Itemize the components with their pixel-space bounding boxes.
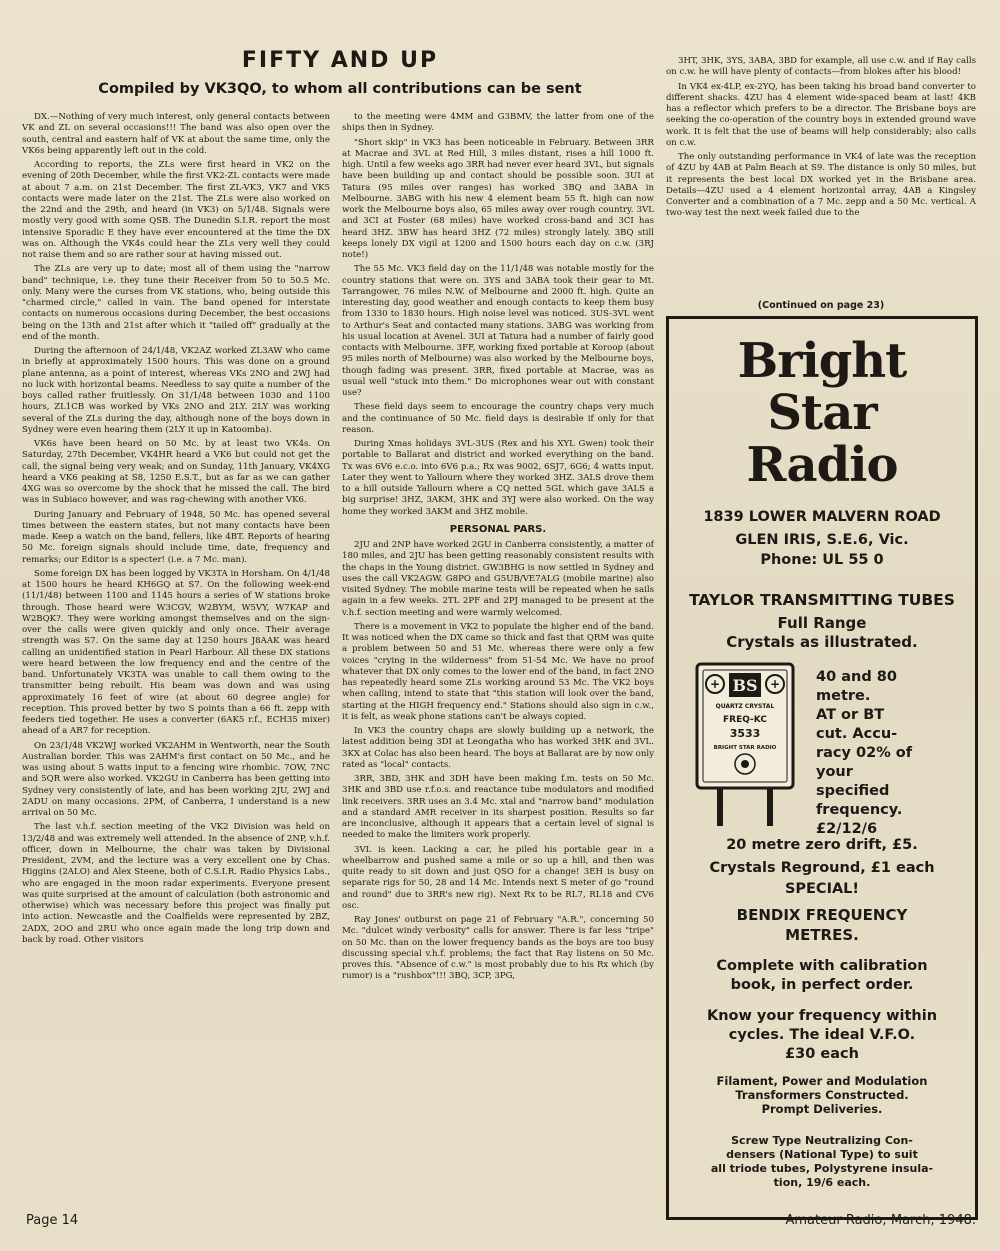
ad-complete-line2: book, in perfect order. bbox=[730, 977, 914, 993]
ad-spec-line: frequency. bbox=[816, 802, 903, 818]
article-paragraph: Some foreign DX has been logged by VK3TA in Horsham. On 4/1/48 at 1500 hours he heard KH6GQ at S7. On the following week-end (11/1/48) between 1100 and 1145 hours a series of W stations broke through. Those heard were W3CGV, W2BYM, W5VY, W7KAP and W2BQK?. They were working amongst themselves and on the sign-over the calls were given quickly and only once. Their average strength was S7. On the same day at 1250 hours J8AAK was heard calling an unidentified station in Pearl Harbour. All these DX stations were heard between the low frequency end and the centre of the band. Unfortunately VK3TA was unable to call them owing to the transmitter being rebuilt. His beam was down and was using approximately 16 feet of wire (at about 60 degree angle) for reception. This proved better by two S points than a 66 ft. zepp with feeders tied together. He uses a converter (6AK5 r.f., ECH35 mixer) ahead of a AR7 for reception. bbox=[22, 568, 330, 737]
ad-know bbox=[683, 1007, 961, 1064]
ad-fil-line2: Transformers Constructed. bbox=[735, 1088, 909, 1102]
article-paragraph: According to reports, the ZLs were first heard in VK2 on the evening of 20th December, while the first VK2-ZL contacts were made at about 7 a.m. on 21st December. The first ZL-VK3, VK7 and VK5 contacts were made later on the 21st. The ZLs were also worked on the 22nd and the 29th, and heard (in VK3) on 5/1/48. Signals were mostly very good with some QSB. The Dunedin S.I.R. report the most intensive Sporadic E they have ever encountered at the time the DX was on. Although the VK4s could hear the ZLs very well they could not raise them and so are rather sour at having missed out. bbox=[22, 160, 330, 260]
ad-reground: Crystals Reground, £1 each bbox=[709, 860, 935, 876]
crystal-illustration bbox=[683, 660, 808, 830]
ad-spec-line: racy 02% of bbox=[816, 745, 913, 761]
ad-know-line2: cycles. The ideal V.F.O. bbox=[728, 1027, 916, 1043]
svg-text:+: + bbox=[709, 677, 721, 691]
article-paragraph: During the afternoon of 24/1/48, VK2AZ worked ZL3AW who came in briefly at approximately 1500 hours. This was done on a ground plane antenna, as a point of interest, whereas VKs 2NO and 2WJ had no luck with horizontal beams. Needless to say quite a number of the boys called rather fruitlessly. On 31/1/48 between 1030 and 1100 hours, ZL1CB was worked by VKs 2NO and 2LY. 2LY was working several of the ZLs during the day, although none of the boys down in Sydney were even hearing them (2LY it up in Katoomba). bbox=[22, 346, 330, 435]
article-paragraph: "Short skip" in VK3 has been noticeable in February. Between 3RR at Macrae and 3VL at Red Hill, 3 miles distant, rises a hill 1000 ft. high. Until a few weeks ago 3RR had never ever heard 3VL, but signals have been building up and contact should be possible soon. 3UI at Tatura (95 miles over ranges) has worked 3BQ and 3ABA in Melbourne. 3ABG with his new 4 element beam 55 ft. high can now work the Melbourne boys also, 65 miles away over rough country. 3VL and 3CI at Foster (68 miles) have worked cross-band and 3CI has heard 3HZ. 3BW has heard 3HZ (72 miles) strongly lately. 3BQ still keeps lonely DX vigil at 1200 and 1500 hours each day on c.w. (3RJ note!) bbox=[342, 137, 654, 260]
article-paragraph: VK6s have been heard on 50 Mc. by at least two VK4s. On Saturday, 27th December, VK4HR heard a VK6 but could not get the call, the signal being very weak; and on Sunday, 11th January, VK4XG heard a VK6 peaking at S8, 1250 E.S.T., but as far as we can gather 4XG was so overcome by the shock that he missed the call. The bird was in Subiaco however, and was rag-chewing with another VK6. bbox=[22, 439, 330, 506]
ad-crystal-specs bbox=[808, 660, 961, 837]
ad-fil-line1: Filament, Power and Modulation bbox=[716, 1074, 928, 1088]
ad-screw-line4: tion, 19/6 each. bbox=[773, 1176, 871, 1189]
svg-text:+: + bbox=[769, 677, 781, 691]
article-paragraph: During Xmas holidays 3VL-3US (Rex and his XYL Gwen) took their portable to Ballarat and district and worked everything on the band. Tx was 6V6 e.c.o. into 6V6 p.a.; Rx was 9002, 6SJ7, 6G6; 4 watts input. Later they went to Yallourn where they worked 3HZ. 3ALS drove them to a hill outside Yallourn where a CQ netted 5GL which gave 3ALS a big surprise! 3HZ, 3AKM, 3HK and 3YJ were also worked. On the way home they worked 3AKM and 3HZ mobile. bbox=[342, 439, 654, 517]
ad-screw-line1: Screw Type Neutralizing Con- bbox=[731, 1134, 913, 1147]
column-2-personal bbox=[342, 540, 654, 983]
ad-address: 1839 LOWER MALVERN ROAD bbox=[703, 509, 941, 525]
ad-city: GLEN IRIS, S.E.6, Vic. bbox=[735, 532, 909, 548]
ad-fil-line3: Prompt Deliveries. bbox=[761, 1102, 883, 1116]
ad-spec-line: cut. Accu- bbox=[816, 726, 898, 742]
ad-spec-line: AT or BT bbox=[816, 707, 885, 723]
ad-screw-line2: densers (National Type) to suit bbox=[726, 1148, 918, 1161]
crystal-icon bbox=[683, 660, 808, 830]
article-paragraph: On 23/1/48 VK2WJ worked VK2AHM in Wentworth, near the South Australian border. This was 2AHM's first contact on 50 Mc., and he was using about 5 watts input to a fencing wire rhombic. 7OW, 7NC and 5QR were also worked. VK2GU in Canberra has been getting into Sydney very consistently of late, and has been working 2JU, 2WJ and 2ADU on many occasions. 2PM, of Canberra, I understand is a new arrival on 50 Mc. bbox=[22, 740, 330, 818]
ad-brand bbox=[683, 335, 961, 491]
ad-full-range-line1: Full Range bbox=[777, 614, 867, 632]
article-paragraph: These field days seem to encourage the country chaps very much and the continuance of 50 Mc. field days is desirable if only for that reason. bbox=[342, 402, 654, 435]
ad-complete bbox=[683, 957, 961, 995]
ad-know-price: £30 each bbox=[785, 1046, 859, 1062]
article-paragraph: to the meeting were 4MM and G3BMV, the latter from one of the ships then in Sydney. bbox=[342, 112, 654, 134]
column-2-main bbox=[342, 112, 654, 518]
ad-bendix bbox=[683, 905, 961, 945]
article-paragraph: The 55 Mc. VK3 field day on the 11/1/48 was notable mostly for the country stations that were on. 3YS and 3ABA took their gear to Mt. Tarrangower, 76 miles N.W. of Melbourne and 2000 ft. high. Quite an interesting day, good weather and enough contacts to keep them busy from 1330 to 1830 hours. High noise level was noticed. 3US-3VL went to Arthur's Seat and contacted many stations. 3ABG was working from his usual location at Avenel. 3UI at Tatura had a number of fairly good contacts with Melbourne. 3FF, working fixed portable at Koroop (about 95 miles north of Melbourne) was also worked by the Melbourne boys, though fading was present. 3RR, fixed portable at Macrae, was as usual well "stuck into them." Do microphones wear out with constant use? bbox=[342, 264, 654, 398]
article-paragraph: Ray Jones' outburst on page 21 of February "A.R.", concerning 50 Mc. "dulcet windy verbosity" calls for answer. There is far less "tripe" on 50 Mc. than on the lower frequency bands as the boys are too busy discussing special v.h.f. problems; the fact that Ray listens on 50 Mc. proves this. "Absence of c.w." is most probably due to his Rx which (by rumor) is a "rushbox"!!! 3BQ, 3CP, 3PG, bbox=[342, 915, 654, 982]
publication-name: Amateur Radio; March, 1948. bbox=[785, 1213, 976, 1228]
ad-crystal-row bbox=[683, 660, 961, 837]
article-paragraph: 3VL is keen. Lacking a car, he piled his portable gear in a wheelbarrow and pushed same a mile or so up a hill, and then was quite ready to sit down and just QSO for a change! 3EH is busy on separate rigs for 50, 28 and 14 Mc. Intends next S meter of go "round and round" due to 3RR's new rig). Next Rx to be RL7, RL18 and CV6 osc. bbox=[342, 844, 654, 911]
ad-brand-line1: Bright Star bbox=[737, 333, 907, 441]
crystal-brand: BRIGHT STAR RADIO bbox=[713, 745, 777, 751]
column-3 bbox=[666, 56, 976, 291]
ad-condensers bbox=[683, 1134, 961, 1190]
crystal-type: QUARTZ CRYSTAL bbox=[715, 703, 775, 710]
article-paragraph: 2JU and 2NP have worked 2GU in Canberra consistently, a matter of 180 miles, and 2JU has been getting reasonably consistent results with the chaps in the Young district. GW3BHG is now settled in Sydney and uses the call VK2AGW. G8PO and G5UB/VE7ALG (mobile marine) also visited Sydney. The mobile marine tests will be repeated when he sails again in a few weeks. 2TL 2PF and 2PJ managed to be present at the v.h.f. section meeting and were warmly welcomed. bbox=[342, 540, 654, 618]
article-paragraph: There is a movement in VK2 to populate the higher end of the band. It was noticed when the DX came so thick and fast that QRM was quite a problem between 50 and 51 Mc. whereas there were only a few voices "crying in the wilderness" from 51-54 Mc. We have no proof whatever that DX only comes to the lower end of the band, in fact 2NO has repeatedly heard some ZLs working around 53 Mc. The VK2 boys when calling, intend to state that "this station will look over the band, starting at the HIGH frequency end." Stations should also sign in c.w., it is felt, as weak phone stations can't be always copied. bbox=[342, 621, 654, 722]
article-paragraph: 3HT, 3HK, 3YS, 3ABA, 3BD for example, all use c.w. and if Ray calls on c.w. he will have plenty of contacts—from blokes after his blood! bbox=[666, 56, 976, 78]
ad-spec-line: your bbox=[816, 764, 853, 780]
page-number: Page 14 bbox=[26, 1213, 79, 1228]
article-paragraph: DX.—Nothing of very much interest, only general contacts between VK and ZL on several occasions!!! The band was also open over the south, central and eastern half of VK at about the same time, only the VK6s being apparently left out in the cold. bbox=[22, 112, 330, 156]
ad-spec-line: 40 and 80 bbox=[816, 669, 897, 685]
ad-bendix-line2: METRES. bbox=[785, 926, 859, 944]
article-title: FIFTY AND UP bbox=[241, 48, 439, 73]
article-paragraph: The only outstanding performance in VK4 of late was the reception of 4ZU by 4AB at Palm Beach at S9. The distance is only 50 miles, but it represents the best local DX worked yet in the Brisbane area. Details—4ZU used a 4 element horizontal array, 4AB a Kingsley Converter and a combination of a 7 Mc. zepp and a 50 Mc. vertical. A two-way test the next week failed due to the bbox=[666, 152, 976, 219]
ad-screw-line3: all triode tubes, Polystyrene insula- bbox=[710, 1162, 934, 1175]
ad-spec-price: £2/12/6 bbox=[816, 821, 878, 837]
ad-spec-line: specified bbox=[816, 783, 890, 799]
article-paragraph: In VK3 the country chaps are slowly building up a network, the latest addition being 3DI at Leongatha who has worked 3HK and 3VL. 3KX at Colac has also been heard. The boys at Ballarat are by now only rated as "local" contacts. bbox=[342, 726, 654, 770]
ad-transformers bbox=[683, 1074, 961, 1116]
article-paragraph: The last v.h.f. section meeting of the VK2 Division was held on 13/2/48 and was extremely well attended. In the absence of 2NP, v.h.f. officer, down in Melbourne, the chair was taken by Divisional President, 2VM, and the lecture was a very excellent one by Chas. Higgins (2ALO) and Alex Steene, both of C.S.I.R. Radio Physics Labs., who are engaged in the moon radar experiments. Everyone present was quite surprised at the amount of calculation (both astronomic and otherwise) which was necessary before this project was finally put into action. Newcastle and the Coalfields were represented by 2BZ, 2ADX, 2OO and 2RU who once again made the long trip down and back by road. Other visitors bbox=[22, 822, 330, 945]
ad-full-range bbox=[683, 614, 961, 652]
ad-special: SPECIAL! bbox=[784, 881, 860, 897]
article-paragraph: In VK4 ex-4LP, ex-2YQ, has been taking his broad band converter to different shacks. 4ZU has 4 element wide-spaced beam at last! 4KB has a reflector which prefers to be a director. The Brisbane boys are seeking the co-operation of the country boys in extended ground wave work. It is felt that the use of beams will help considerably; also calls on c.w. bbox=[666, 81, 976, 148]
crystal-freq-label: FREQ-KC bbox=[723, 715, 767, 725]
ad-brand-line2: Radio bbox=[746, 437, 898, 493]
article-paragraph: The ZLs are very up to date; most all of them using the "narrow band" technique, i.e. they tune their Receiver from 50 to 50.5 Mc. only. Many were the curses from VK stations, who, being outside this "charmed circle," called in vain. The band opened for interstate contacts on numerous occasions during December, the best occasions being on the 13th and 21st after which it "tailed off" gradually at the end of the month. bbox=[22, 264, 330, 342]
continued-note: (Continued on page 23) bbox=[757, 300, 885, 311]
article-paragraph: During January and February of 1948, 50 Mc. has opened several times between the eastern states, but not many contacts have been made. Keep a watch on the band, fellers, like 4BT. Reports of hearing 50 Mc. foreign signals should include time, date, frequency and remarks; our Editor is a specter! (i.e. a 7 Mc. man). bbox=[22, 509, 330, 565]
ad-zero-drift: 20 metre zero drift, £5. bbox=[726, 837, 918, 853]
bright-star-advertisement bbox=[666, 316, 978, 1220]
column-2 bbox=[342, 112, 654, 1202]
article-header bbox=[30, 48, 650, 97]
column-1 bbox=[22, 112, 330, 1202]
ad-bendix-line1: BENDIX FREQUENCY bbox=[736, 906, 908, 924]
ad-phone: Phone: UL 55 0 bbox=[760, 552, 884, 568]
ad-full-range-line2: Crystals as illustrated. bbox=[726, 633, 918, 651]
article-subtitle: Compiled by VK3QO, to whom all contributions can be sent bbox=[98, 81, 582, 97]
ad-taylor-tubes: TAYLOR TRANSMITTING TUBES bbox=[689, 591, 955, 609]
crystal-logo: BS bbox=[732, 676, 758, 695]
ad-complete-line1: Complete with calibration bbox=[716, 958, 928, 974]
article-paragraph: 3RR, 3BD, 3HK and 3DH have been making f.m. tests on 50 Mc. 3HK and 3BD use r.f.o.s. and reactance tube modulators and modified link receivers. 3RR uses an 3.4 Mc. xtal and "narrow band" modulation and a standard AMR receiver in its sharpest position. Results so far are inconclusive, although it appears that a certain level of signal is needed to make the limiters work properly. bbox=[342, 774, 654, 841]
personal-pars-heading: PERSONAL PARS. bbox=[449, 523, 547, 535]
ad-spec-line: metre. bbox=[816, 688, 871, 704]
ad-know-line1: Know your frequency within bbox=[706, 1008, 938, 1024]
crystal-number: 3533 bbox=[729, 727, 761, 740]
